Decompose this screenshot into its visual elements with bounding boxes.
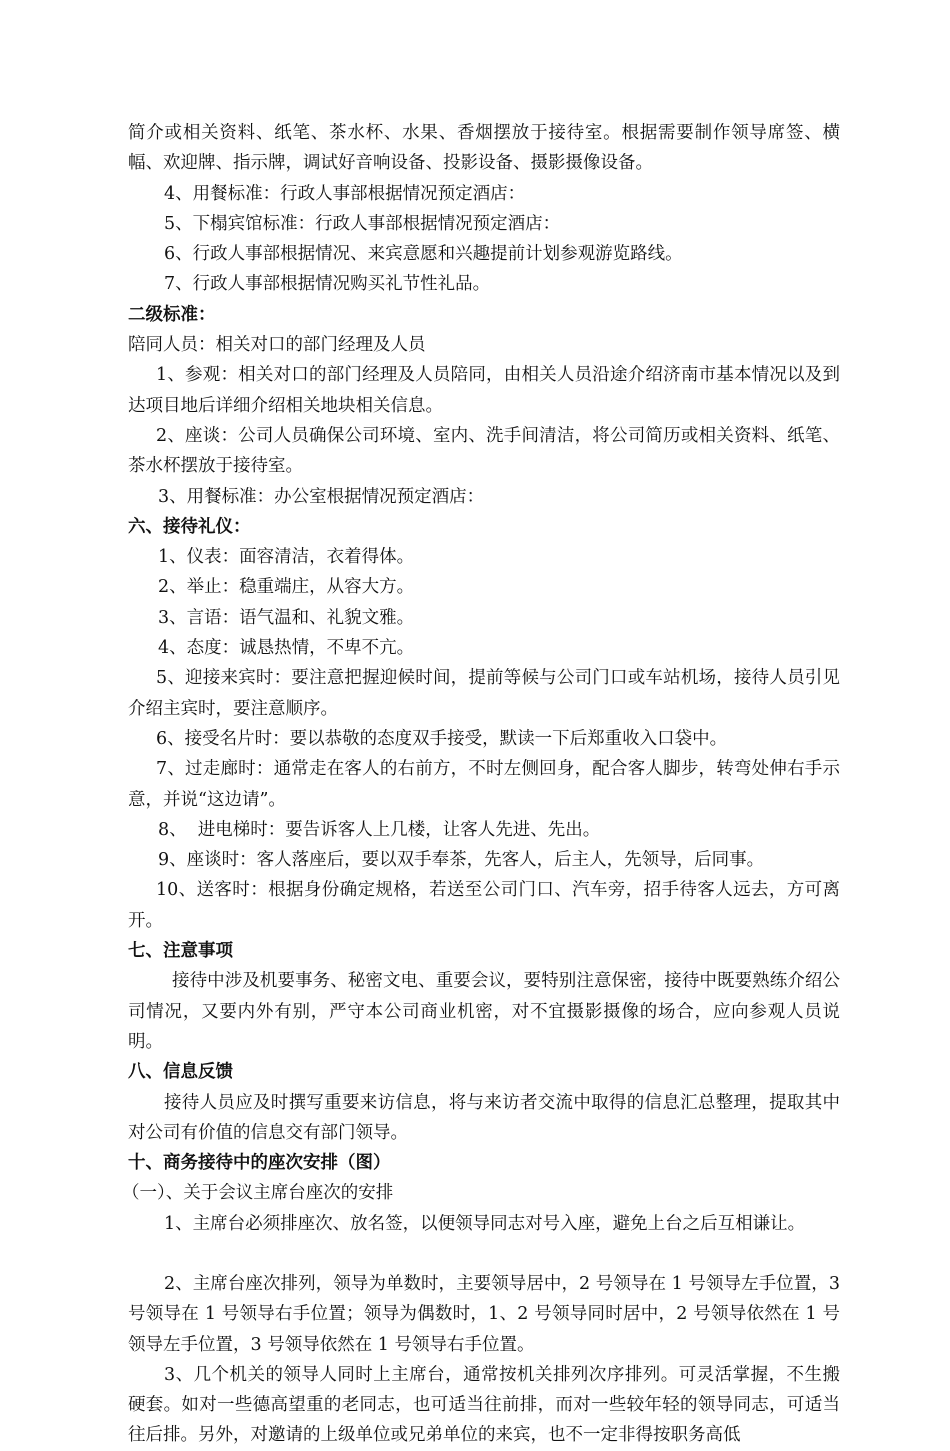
list-item: 4、态度：诚恳热情，不卑不亢。: [158, 638, 415, 659]
section-heading: 七、注意事项: [128, 941, 233, 962]
list-item: 7、过走廊时：通常走在客人的右前方，不时左侧回身，配合客人脚步，转弯处伸右手示意，并说“这边请”。: [128, 759, 840, 810]
blank-line: [128, 1239, 840, 1269]
list-item: 1、主席台必须排座次、放名签，以便领导同志对号入座，避免上台之后互相谦让。: [164, 1213, 806, 1234]
subsection-heading: （一）、关于会议主席台座次的安排: [122, 1183, 394, 1204]
section-heading: 六、接待礼仪：: [128, 516, 251, 537]
list-item: 2、主席台座次排列，领导为单数时，主要领导居中，2 号领导在 1 号领导左手位置，3 号领导在 1 号领导右手位置；领导为偶数时，1、2 号领导同时居中，2 号领导依然在 1 号领导左手位置，3 号领导依然在 1 号领导右手位置。: [128, 1273, 840, 1355]
list-item: 6、接受名片时：要以恭敬的态度双手接受，默读一下后郑重收入口袋中。: [156, 728, 728, 749]
list-item: 7、行政人事部根据情况购买礼节性礼品。: [164, 274, 491, 295]
list-item: 8、 进电梯时：要告诉客人上几楼，让客人先进、先出。: [158, 819, 601, 840]
list-item: 1、仪表：面容清洁，衣着得体。: [158, 547, 415, 568]
list-item: 4、用餐标准：行政人事部根据情况预定酒店：: [164, 183, 526, 204]
section-heading: 二级标准：: [128, 304, 216, 325]
list-item: 9、座谈时：客人落座后，要以双手奉茶，先客人，后主人，先领导，后同事。: [158, 850, 765, 871]
section-heading: 十、商务接待中的座次安排（图）: [128, 1153, 391, 1174]
paragraph: 接待中涉及机要事务、秘密文电、重要会议，要特别注意保密，接待中既要熟练介绍公司情况，又要内外有别，严守本公司商业机密，对不宜摄影摄像的场合，应向参观人员说明。: [128, 971, 840, 1052]
document-body: [122, 118, 840, 1451]
list-item: 2、举止：稳重端庄，从容大方。: [158, 577, 415, 598]
list-item: 3、几个机关的领导人同时上主席台，通常按机关排列次序排列。可灵活掌握，不生搬硬套。如对一些德高望重的老同志，也可适当往前排，而对一些较年轻的领导同志，可适当往后排。另外，对邀请的上级单位或兄弟单位的来宾，也不一定非得按职务高低: [128, 1364, 840, 1446]
paragraph: 接待人员应及时撰写重要来访信息，将与来访者交流中取得的信息汇总整理，提取其中对公司有价值的信息交有部门领导。: [128, 1092, 840, 1143]
list-item: 5、迎接来宾时：要注意把握迎候时间，提前等候与公司门口或车站机场，接待人员引见介绍主宾时，要注意顺序。: [128, 668, 840, 719]
paragraph: 陪同人员：相关对口的部门经理及人员: [128, 335, 426, 356]
list-item: 3、用餐标准：办公室根据情况预定酒店：: [158, 486, 485, 507]
list-item: 5、下榻宾馆标准：行政人事部根据情况预定酒店：: [164, 213, 561, 234]
list-item: 2、座谈：公司人员确保公司环境、室内、洗手间清洁，将公司简历或相关资料、纸笔、茶水杯摆放于接待室。: [128, 425, 840, 477]
list-item: 1、参观：相关对口的部门经理及人员陪同，由相关人员沿途介绍济南市基本情况以及到达项目地后详细介绍相关地块相关信息。: [128, 365, 840, 416]
list-item: 10、送客时：根据身份确定规格，若送至公司门口、汽车旁，招手待客人远去，方可离开。: [128, 880, 840, 931]
section-heading: 八、信息反馈: [128, 1062, 233, 1083]
list-item: 6、行政人事部根据情况、来宾意愿和兴趣提前计划参观游览路线。: [164, 244, 683, 265]
paragraph: 简介或相关资料、纸笔、茶水杯、水果、香烟摆放于接待室。根据需要制作领导席签、横幅、欢迎牌、指示牌，调试好音响设备、投影设备、摄影摄像设备。: [128, 123, 840, 174]
list-item: 3、言语：语气温和、礼貌文雅。: [158, 607, 415, 628]
